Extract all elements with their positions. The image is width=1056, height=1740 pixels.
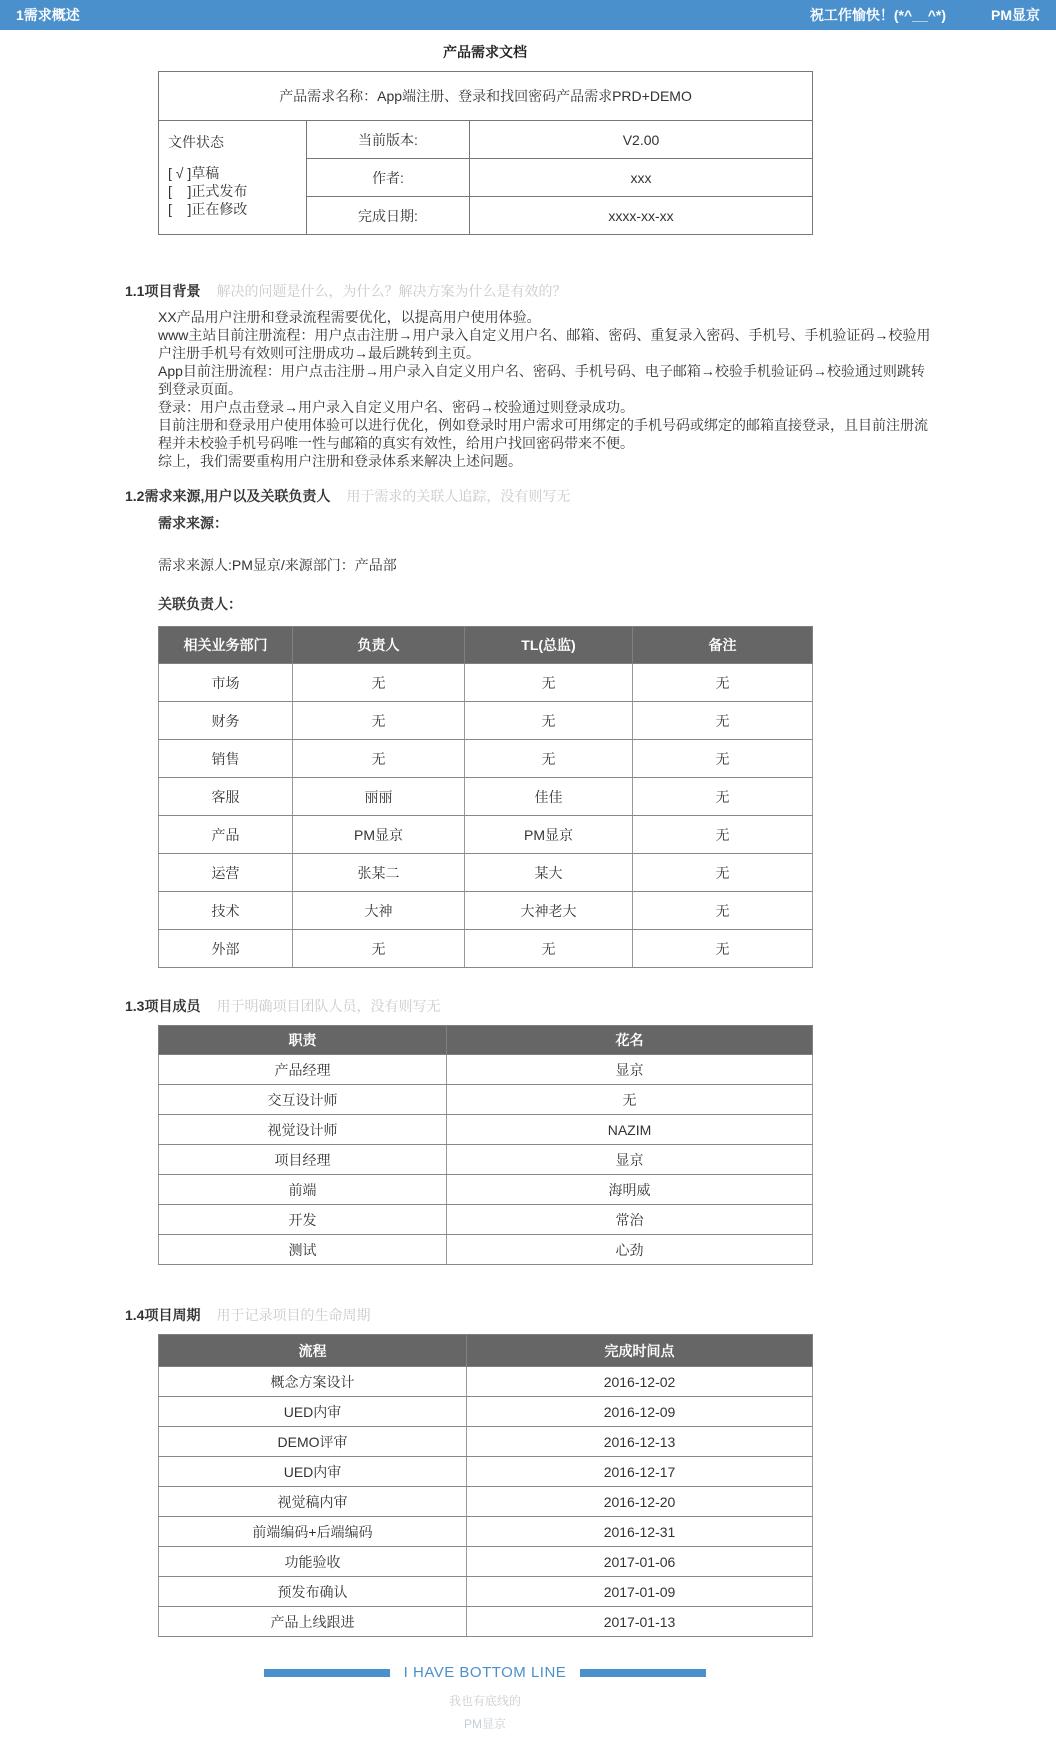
table-row (159, 1235, 813, 1265)
meta-label: 作者: (307, 159, 470, 197)
cell-step: DEMO评审 (159, 1427, 467, 1457)
meta-value: xxxx-xx-xx (470, 197, 813, 235)
bottom-line-text: I HAVE BOTTOM LINE (403, 1664, 567, 1681)
doc-info-table (158, 71, 813, 235)
table-row (159, 1367, 813, 1397)
cell-tl: 某大 (465, 854, 633, 892)
table-row (159, 778, 813, 816)
section-title (125, 996, 1056, 1016)
background-paragraphs (158, 308, 932, 470)
cell-name: 显京 (447, 1145, 813, 1175)
table-row (159, 1397, 813, 1427)
cell-step: 预发布确认 (159, 1577, 467, 1607)
paragraph: 目前注册和登录用户使用体验可以进行优化，例如登录时用户需求可用绑定的手机号码或绑定的邮箱直接登录，且目前注册流程并未校验手机号码唯一性与邮箱的真实有效性，给用户找回密码带来不便。 (158, 417, 928, 451)
cell-step: UED内审 (159, 1457, 467, 1487)
cell-role: 视觉设计师 (159, 1115, 447, 1145)
cell-date: 2016-12-13 (467, 1427, 813, 1457)
cell-role: 项目经理 (159, 1145, 447, 1175)
file-status-options (168, 164, 300, 218)
table-row (159, 702, 813, 740)
table-row (159, 740, 813, 778)
cell-date: 2016-12-09 (467, 1397, 813, 1427)
column-header: 负责人 (293, 627, 465, 664)
table-row (159, 1175, 813, 1205)
section-number-title: 1.1项目背景 (125, 283, 201, 299)
column-header: 完成时间点 (467, 1335, 813, 1367)
cell-role: 前端 (159, 1175, 447, 1205)
section-number-title: 1.2需求来源,用户以及关联负责人 (125, 488, 331, 504)
bottom-line-bar-right (580, 1669, 706, 1677)
section-background (125, 281, 1056, 470)
top-bar (0, 0, 1056, 30)
cell-owner: PM显京 (293, 816, 465, 854)
cell-tl: 无 (465, 702, 633, 740)
greeting-text: 祝工作愉快！(*^__^*) (809, 7, 946, 23)
section-title (125, 1305, 1056, 1325)
table-row (159, 664, 813, 702)
cell-step: UED内审 (159, 1397, 467, 1427)
topbar-right (810, 5, 1040, 25)
table-row (159, 1145, 813, 1175)
cell-name: 心劲 (447, 1235, 813, 1265)
source-label: 需求来源： (158, 515, 228, 531)
cell-step: 功能验收 (159, 1547, 467, 1577)
cell-owner: 无 (293, 740, 465, 778)
cell-date: 2016-12-02 (467, 1367, 813, 1397)
cell-date: 2016-12-20 (467, 1487, 813, 1517)
cell-role: 开发 (159, 1205, 447, 1235)
table-row (159, 1427, 813, 1457)
paragraph: XX产品用户注册和登录流程需要优化，以提高用户使用体验。 (158, 309, 541, 325)
table-row (159, 930, 813, 968)
cell-owner: 大神 (293, 892, 465, 930)
cell-owner: 张某二 (293, 854, 465, 892)
cell-department: 产品 (159, 816, 293, 854)
product-name-cell: 产品需求名称：App端注册、登录和找回密码产品需求PRD+DEMO (159, 72, 813, 121)
footer-signature: PM显京 (463, 1717, 506, 1731)
section-schedule (125, 1305, 1056, 1637)
file-status-label: 文件状态 (168, 134, 224, 150)
table-body (159, 1367, 813, 1637)
section-number-title: 1.4项目周期 (125, 1307, 201, 1323)
document-title: 产品需求文档 (443, 44, 527, 60)
cell-owner: 无 (293, 664, 465, 702)
cell-name: NAZIM (447, 1115, 813, 1145)
cell-note: 无 (633, 854, 813, 892)
cell-tl: 无 (465, 930, 633, 968)
paragraph: www主站目前注册流程：用户点击注册→用户录入自定义用户名、邮箱、密码、重复录入密码、手机号、手机验证码→校验用户注册手机号有效则可注册成功→最后跳转到主页。 (158, 327, 931, 361)
table-header-row (159, 1026, 813, 1055)
cell-step: 产品上线跟进 (159, 1607, 467, 1637)
cell-name: 显京 (447, 1055, 813, 1085)
source-person: 需求来源人:PM显京/来源部门：产品部 (158, 557, 397, 573)
table-header-row (159, 627, 813, 664)
column-header: 备注 (633, 627, 813, 664)
cell-name: 常治 (447, 1205, 813, 1235)
cell-step: 视觉稿内审 (159, 1487, 467, 1517)
table-body (159, 664, 813, 968)
members-table (158, 1025, 813, 1265)
cell-tl: PM显京 (465, 816, 633, 854)
cell-date: 2016-12-17 (467, 1457, 813, 1487)
cell-owner: 丽丽 (293, 778, 465, 816)
section-source (125, 486, 1056, 968)
cell-note: 无 (633, 664, 813, 702)
cell-owner: 无 (293, 930, 465, 968)
cell-note: 无 (633, 740, 813, 778)
table-row (159, 816, 813, 854)
cell-date: 2017-01-09 (467, 1577, 813, 1607)
section-hint: 用于记录项目的生命周期 (216, 1307, 371, 1323)
file-status-option: [ ]正在修改 (168, 201, 248, 217)
cell-role: 交互设计师 (159, 1085, 447, 1115)
cell-name: 海明威 (447, 1175, 813, 1205)
meta-value: V2.00 (470, 121, 813, 159)
cell-step: 概念方案设计 (159, 1367, 467, 1397)
cell-role: 测试 (159, 1235, 447, 1265)
table-row (159, 892, 813, 930)
cell-department: 财务 (159, 702, 293, 740)
cell-note: 无 (633, 702, 813, 740)
cell-date: 2017-01-06 (467, 1547, 813, 1577)
cell-department: 外部 (159, 930, 293, 968)
table-row (159, 1205, 813, 1235)
table-row (159, 1517, 813, 1547)
author-name: PM显京 (991, 7, 1040, 23)
table-row (159, 1547, 813, 1577)
paragraph: 综上，我们需要重构用户注册和登录体系来解决上述问题。 (158, 453, 522, 469)
table-row (159, 1055, 813, 1085)
meta-value: xxx (470, 159, 813, 197)
cell-department: 运营 (159, 854, 293, 892)
table-row (159, 1487, 813, 1517)
cell-note: 无 (633, 816, 813, 854)
table-row (159, 1577, 813, 1607)
cell-name: 无 (447, 1085, 813, 1115)
stakeholders-table (158, 626, 813, 968)
column-header: 相关业务部门 (159, 627, 293, 664)
document-body (0, 42, 1056, 1732)
cell-note: 无 (633, 778, 813, 816)
column-header: TL(总监) (465, 627, 633, 664)
cell-note: 无 (633, 892, 813, 930)
column-header: 流程 (159, 1335, 467, 1367)
owners-label: 关联负责人： (158, 596, 242, 612)
table-row (159, 121, 813, 159)
section-title (125, 281, 1056, 301)
meta-label: 完成日期: (307, 197, 470, 235)
cell-owner: 无 (293, 702, 465, 740)
bottom-line-bar-left (264, 1669, 390, 1677)
cell-date: 2017-01-13 (467, 1607, 813, 1637)
column-header: 花名 (447, 1026, 813, 1055)
table-row (159, 1085, 813, 1115)
section-members (125, 996, 1056, 1265)
section-hint: 用于需求的关联人追踪，没有则写无 (346, 488, 571, 504)
cell-tl: 无 (465, 664, 633, 702)
section-number-title: 1.3项目成员 (125, 998, 201, 1014)
cell-department: 客服 (159, 778, 293, 816)
cell-tl: 佳佳 (465, 778, 633, 816)
file-status-option: [ √ ]草稿 (168, 165, 220, 181)
bottom-line (158, 1664, 812, 1681)
file-status-option: [ ]正式发布 (168, 183, 248, 199)
table-header-row (159, 1335, 813, 1367)
topbar-section-title: 1需求概述 (16, 7, 80, 23)
section-title (125, 486, 1056, 506)
cell-tl: 大神老大 (465, 892, 633, 930)
file-status-cell (159, 121, 307, 235)
meta-label: 当前版本: (307, 121, 470, 159)
table-row (159, 854, 813, 892)
cell-tl: 无 (465, 740, 633, 778)
table-row (159, 1607, 813, 1637)
cell-date: 2016-12-31 (467, 1517, 813, 1547)
table-row (159, 1115, 813, 1145)
table-body (159, 1055, 813, 1265)
footer-subtext: 我也有底线的 (448, 1694, 521, 1708)
table-row (159, 1457, 813, 1487)
column-header: 职责 (159, 1026, 447, 1055)
page-footer (158, 1664, 812, 1732)
cell-role: 产品经理 (159, 1055, 447, 1085)
section-hint: 用于明确项目团队人员，没有则写无 (216, 998, 441, 1014)
cell-department: 销售 (159, 740, 293, 778)
section-hint: 解决的问题是什么，为什么？解决方案为什么是有效的？ (216, 283, 567, 299)
cell-step: 前端编码+后端编码 (159, 1517, 467, 1547)
schedule-table (158, 1334, 813, 1637)
cell-department: 市场 (159, 664, 293, 702)
table-row (159, 72, 813, 121)
cell-department: 技术 (159, 892, 293, 930)
cell-note: 无 (633, 930, 813, 968)
paragraph: App目前注册流程：用户点击注册→用户录入自定义用户名、密码、手机号码、电子邮箱→校验手机验证码→校验通过则跳转到登录页面。 (158, 363, 925, 397)
paragraph: 登录：用户点击登录→用户录入自定义用户名、密码→校验通过则登录成功。 (158, 399, 634, 415)
